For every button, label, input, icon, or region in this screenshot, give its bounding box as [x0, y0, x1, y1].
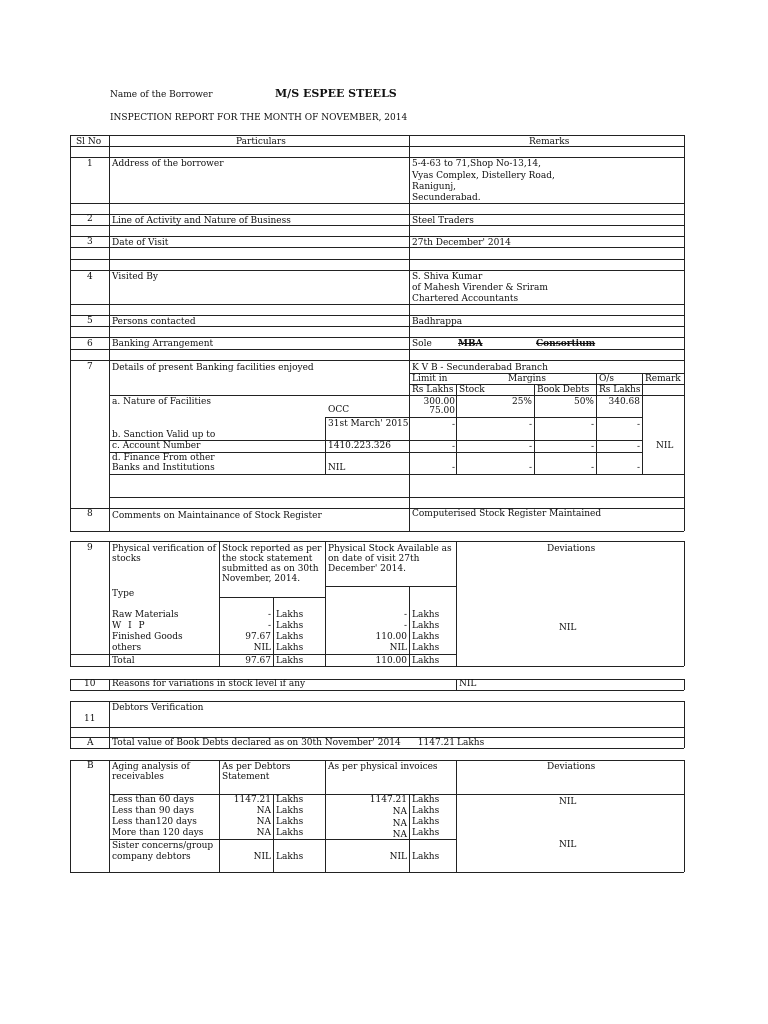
stock-item-unit: Lakhs [276, 632, 304, 642]
row7-dash: - [636, 442, 640, 452]
row1-label: Address of the borrower [112, 159, 224, 169]
row9-reported-header: Stock reported as per [222, 544, 322, 554]
row9-reported-header: November, 2014. [222, 574, 301, 584]
stock-item-unit: Lakhs [412, 621, 440, 631]
rowB-physical-header: As per physical invoices [328, 762, 438, 772]
row8-number: 8 [87, 509, 93, 519]
aging-item-physical: NA [392, 807, 407, 817]
aging-item-unit: Lakhs [412, 795, 440, 805]
stock-item-name: Raw Materials [112, 610, 179, 620]
row6-consortium: Consortium [536, 339, 596, 349]
rowA-label: Total value of Book Debts declared as on 30th November' 2014 [112, 738, 401, 748]
aging-item-unit: Lakhs [276, 817, 304, 827]
rowB-debtors-header: As per Debtors [222, 762, 291, 772]
aging-item-name: More than 120 days [112, 828, 204, 838]
row5-number: 5 [87, 316, 93, 326]
stock-item-unit: Lakhs [412, 643, 440, 653]
row7-dash: - [590, 463, 594, 473]
stock-item-reported: - [267, 621, 271, 631]
row2-label: Line of Activity and Nature of Business [112, 216, 291, 226]
aging-item-name: Less than 60 days [112, 795, 194, 805]
row10-label: Reasons for variations in stock level if any [112, 679, 306, 689]
rowA-number: A [87, 738, 94, 748]
aging-item-physical: NA [392, 830, 407, 840]
row1-address-line: Ranigunj, [412, 182, 457, 192]
row3-number: 3 [87, 237, 93, 247]
rowB-label: receivables [112, 772, 164, 782]
row11-number: 11 [84, 714, 96, 724]
remarks-header: Remarks [529, 137, 570, 147]
row9-physical-header: Physical Stock Available as [328, 544, 452, 554]
row9-deviation-value: NIL [559, 623, 577, 633]
row7-dash: - [451, 463, 455, 473]
rowA-value: 1147.21 [417, 738, 455, 748]
stock-total-reported: 97.67 [245, 656, 271, 666]
row7-bank: K V B - Secunderabad Branch [412, 363, 548, 373]
aging-item-debtors: NA [256, 817, 271, 827]
aging-item-unit: Lakhs [412, 806, 440, 816]
stock-item-name: W I P [112, 621, 147, 631]
aging-item-unit: Lakhs [276, 795, 304, 805]
row7-book-debts: Book Debts [537, 385, 590, 395]
row7-nature-label: a. Nature of Facilities [112, 397, 211, 407]
row8-label: Comments on Maintainance of Stock Register [112, 511, 322, 521]
row7-dash: - [636, 420, 640, 430]
rowA-unit: Lakhs [457, 738, 485, 748]
aging-item-unit: Lakhs [412, 828, 440, 838]
row1-address-line: Secunderabad. [412, 193, 481, 203]
row9-physical-header: December' 2014. [328, 564, 406, 574]
sister-debtors-value: NIL [253, 852, 271, 862]
aging-item-physical: 1147.21 [369, 795, 407, 805]
aging-item-debtors: NA [256, 806, 271, 816]
row9-label: stocks [112, 554, 141, 564]
row7-account-label: c. Account Number [112, 441, 201, 451]
row7-remark: Remark [645, 374, 681, 384]
row9-type-label: Type [112, 589, 135, 599]
row7-dash: - [636, 463, 640, 473]
row7-limit-in: Limit in [412, 374, 448, 384]
row6-number: 6 [87, 339, 93, 349]
row4-label: Visited By [112, 272, 158, 282]
row1-number: 1 [87, 159, 93, 169]
row7-dash: - [451, 420, 455, 430]
borrower-label: Name of the Borrower [110, 90, 213, 100]
aging-item-unit: Lakhs [276, 806, 304, 816]
sister-concerns-label: company debtors [112, 852, 191, 862]
row7-limit-value: 300.00 [423, 397, 455, 407]
row7-remark-value: NIL [656, 441, 674, 451]
row6-sole: Sole [412, 339, 432, 349]
row7-dash: - [590, 442, 594, 452]
row7-os-rs-lakhs: Rs Lakhs [599, 385, 641, 395]
row9-label: Physical verification of [112, 544, 216, 554]
row2-number: 2 [87, 214, 93, 224]
row7-book-debt-margin: 50% [573, 397, 594, 407]
row7-rs-lakhs: Rs Lakhs [412, 385, 454, 395]
row4-visitor-line: of Mahesh Virender & Sriram [412, 283, 548, 293]
row4-visitor-line: Chartered Accountants [412, 294, 519, 304]
row7-label: Details of present Banking facilities enjoyed [112, 363, 314, 373]
stock-item-physical: NIL [389, 643, 407, 653]
row7-dash: - [528, 463, 532, 473]
stock-item-name: Finished Goods [112, 632, 183, 642]
sister-physical-value: NIL [389, 852, 407, 862]
row2-value: Steel Traders [412, 216, 474, 226]
row9-reported-header: submitted as on 30th [222, 564, 319, 574]
stock-item-unit: Lakhs [276, 643, 304, 653]
stock-item-unit: Lakhs [412, 656, 440, 666]
row7-number: 7 [87, 362, 93, 372]
rowB-deviation-value: NIL [559, 797, 577, 807]
row10-number: 10 [84, 679, 96, 689]
row7-dash: - [528, 442, 532, 452]
row7-dash: - [528, 420, 532, 430]
stock-item-physical: 110.00 [375, 632, 407, 642]
report-title: INSPECTION REPORT FOR THE MONTH OF NOVEMBER, 2014 [110, 113, 408, 123]
aging-item-debtors: 1147.21 [233, 795, 271, 805]
row7-os-value: 340.68 [608, 397, 640, 407]
aging-item-debtors: NA [256, 828, 271, 838]
row9-reported-header: the stock statement [222, 554, 313, 564]
row7-finance-label: d. Finance From other [112, 453, 215, 463]
stock-item-unit: Lakhs [412, 632, 440, 642]
row7-stock-margin: 25% [511, 397, 532, 407]
row7-margins: Margins [508, 374, 546, 384]
row6-mba: MBA [458, 339, 483, 349]
row4-visitor-line: S. Shiva Kumar [412, 272, 483, 282]
row8-value: Computerised Stock Register Maintained [412, 509, 602, 519]
particulars-header: Particulars [236, 137, 286, 147]
row7-limit-value: 75.00 [429, 406, 455, 416]
rowB-deviations-header: Deviations [547, 762, 596, 772]
row6-label: Banking Arrangement [112, 339, 214, 349]
row5-label: Persons contacted [112, 317, 196, 327]
aging-item-physical: NA [392, 819, 407, 829]
row3-label: Date of Visit [112, 238, 169, 248]
row1-address-line: Vyas Complex, Distellery Road, [412, 171, 555, 181]
stock-item-reported: NIL [253, 643, 271, 653]
stock-total-label: Total [112, 656, 135, 666]
rowB-debtors-header: Statement [222, 772, 270, 782]
stock-item-unit: Lakhs [276, 621, 304, 631]
stock-item-unit: Lakhs [412, 610, 440, 620]
stock-item-physical: - [403, 610, 407, 620]
aging-item-unit: Lakhs [276, 852, 304, 862]
row7-os: O/s [599, 374, 615, 384]
stock-total-physical: 110.00 [375, 656, 407, 666]
stock-item-reported: 97.67 [245, 632, 271, 642]
aging-item-name: Less than 90 days [112, 806, 194, 816]
slno-header: Sl No [76, 137, 102, 147]
aging-item-unit: Lakhs [276, 828, 304, 838]
borrower-name: M/S ESPEE STEELS [275, 87, 397, 100]
row10-value: NIL [459, 679, 477, 689]
row11-label: Debtors Verification [112, 703, 204, 713]
row3-value: 27th December' 2014 [412, 238, 511, 248]
row9-physical-header: on date of visit 27th [328, 554, 420, 564]
row7-account-value: 1410.223.326 [328, 441, 391, 451]
row7-dash: - [590, 420, 594, 430]
rowB-label: Aging analysis of [112, 762, 190, 772]
row7-sanction-label: b. Sanction Valid up to [112, 430, 216, 440]
row4-number: 4 [87, 272, 93, 282]
stock-item-name: others [112, 643, 142, 653]
sister-concerns-label: Sister concerns/group [112, 841, 214, 851]
row1-address-line: 5-4-63 to 71,Shop No-13,14, [412, 159, 542, 169]
rowB-deviation-value: NIL [559, 840, 577, 850]
stock-item-reported: - [267, 610, 271, 620]
row7-stock: Stock [459, 385, 485, 395]
row9-number: 9 [87, 543, 93, 553]
stock-item-unit: Lakhs [276, 610, 304, 620]
rowB-number: B [87, 761, 94, 771]
stock-item-unit: Lakhs [276, 656, 304, 666]
row7-occ: OCC [328, 405, 350, 415]
row7-validity-date: 31st March' 2015 [328, 419, 409, 429]
row5-value: Badhrappa [412, 317, 463, 327]
aging-item-unit: Lakhs [412, 852, 440, 862]
stock-item-physical: - [403, 621, 407, 631]
row7-finance-value: NIL [328, 463, 346, 473]
aging-item-name: Less than120 days [112, 817, 197, 827]
row7-finance-label: Banks and Institutions [112, 463, 215, 473]
row7-dash: - [451, 442, 455, 452]
aging-item-unit: Lakhs [412, 817, 440, 827]
row9-deviations-header: Deviations [547, 544, 596, 554]
